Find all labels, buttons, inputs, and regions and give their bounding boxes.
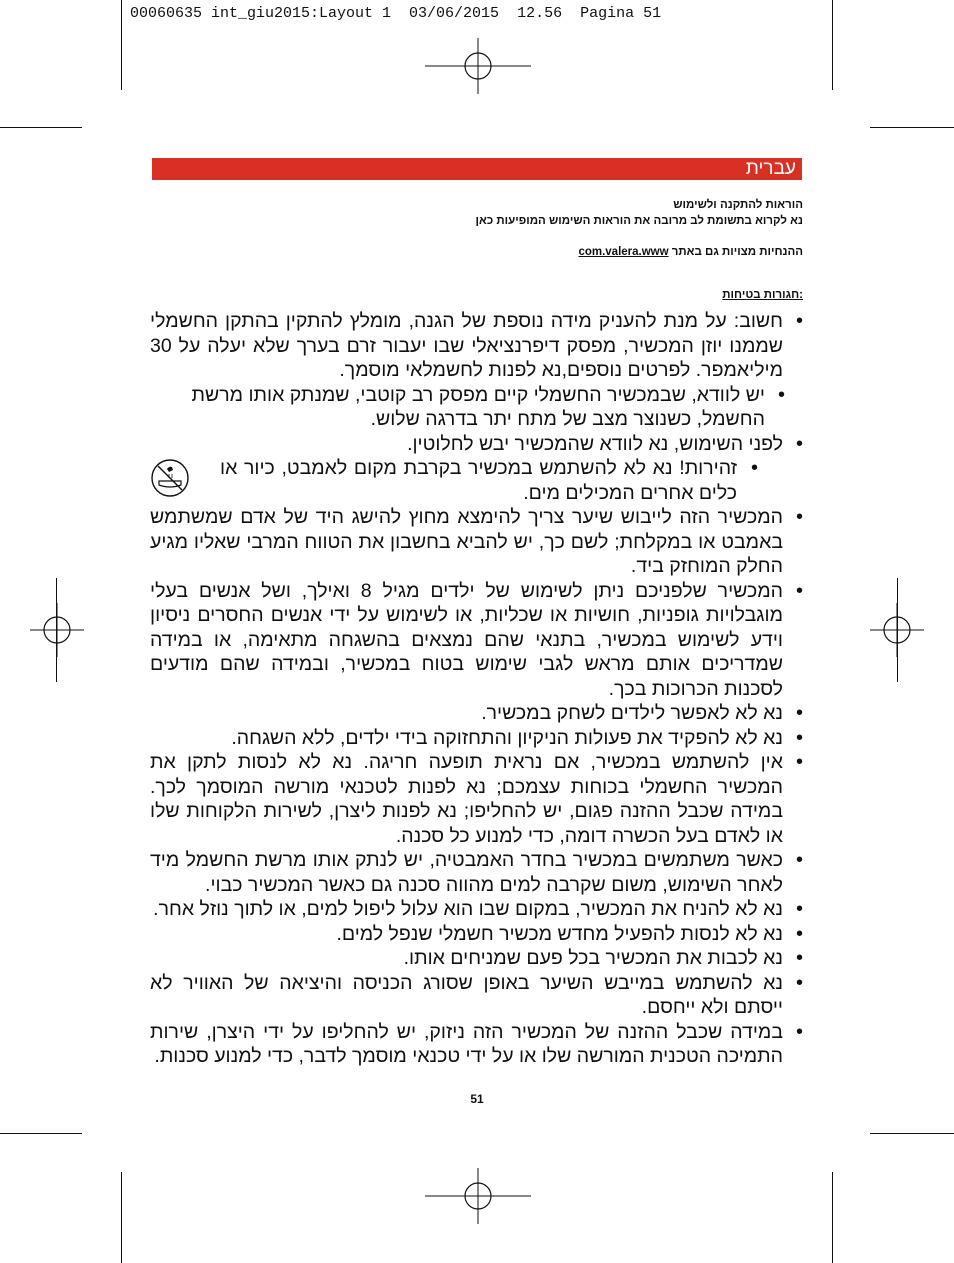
instructions-title: הוראות להתקנה ולשימוש — [673, 199, 803, 211]
list-item: • יש לוודא, שבמכשיר החשמלי קיים מפסק רב קוטבי, שמנתק אותו מרשת החשמל, כשנוצר מצב של מתח יתר בדרגה שלוש. — [150, 383, 803, 432]
crop-mark-bottom-right-h — [870, 1133, 954, 1134]
safety-rules-list — [150, 309, 803, 1069]
crop-mark-bottom-left-h — [0, 1133, 82, 1134]
language-label: עברית — [745, 158, 796, 179]
registration-mark-right-icon — [870, 603, 924, 657]
language-header-bar — [152, 158, 802, 180]
list-item: • לפני השימוש, נא לוודא שהמכשיר יבש לחלוטין. — [150, 432, 803, 457]
page-number: 51 — [470, 1092, 484, 1106]
list-item — [150, 456, 803, 505]
crop-mark-top-right-v — [832, 0, 833, 90]
no-water-warning-icon — [150, 458, 190, 498]
list-item: • אין להשתמש במכשיר, אם נראית תופעה חריגה. נא לא לנסות לתקן את המכשיר החשמלי בכוחות עצמכם; נא לפנות לטכנאי מורשה המוסמך לכך. במידה שכבל ההזנה פגום, יש להחליפו; נא לפנות ליצרן, לשירות הלקוחות שלו או לאדם בעל הכשרה דומה, כדי למנוע כל סכנה. — [150, 750, 803, 848]
list-item: • נא לכבות את המכשיר בכל פעם שמניחים אותו. — [150, 946, 803, 971]
registration-mark-left-icon — [30, 603, 84, 657]
list-item: • נא לא להפקיד את פעולות הניקיון והתחזוקה בידי ילדים, ללא השגחה. — [150, 726, 803, 751]
list-item: • המכשיר הזה לייבוש שיער צריך להימצא מחוץ להישג היד של אדם שמשתמש באמבט או במקלחת; לשם כך, יש להביא בחשבון את הטווח המרבי שאליו מגיע החלק המוחזק ביד. — [150, 505, 803, 579]
list-item: • נא לא לאפשר לילדים לשחק במכשיר. — [150, 701, 803, 726]
list-item: • חשוב: על מנת להעניק מידה נוספת של הגנה, מומלץ להתקין בהתקן החשמלי שממנו יוזן המכשיר, מפסק דיפרנציאלי שבו יעבור זרם בערך שלא יעלה על 30 מיליאמפר. לפרטים נוספים,נא לפנות לחשמלאי מוסמך. — [150, 309, 803, 383]
list-item-text: זהירות! נא לא להשתמש במכשיר בקרבת מקום לאמבט, כיור או כלים אחרים המכילים מים. — [220, 457, 737, 504]
registration-mark-bottom-icon — [425, 1168, 531, 1224]
registration-mark-top-icon — [425, 38, 531, 94]
list-item: • כאשר משתמשים במכשיר בחדר האמבטיה, יש לנתק אותו מרשת החשמל מיד לאחר השימוש, משום שקרבה למים מהווה סכנה גם כאשר המכשיר כבוי. — [150, 848, 803, 897]
website-text: ההנחיות מצויות גם באתר — [671, 246, 803, 258]
crop-mark-top-right-h — [870, 127, 954, 128]
safety-section-title: :חגורות בטיחות — [722, 289, 803, 301]
crop-mark-top-left-h — [0, 127, 82, 128]
print-slug: 00060635 int_giu2015:Layout 1 03/06/2015 12.56 Pagina 51 — [130, 5, 662, 22]
list-item: • במידה שכבל ההזנה של המכשיר הזה ניזוק, יש להחליפו על ידי היצרן, שירות התמיכה הטכנית המורשה שלו או על ידי טכנאי מוסמך לדבר, כדי למנוע סכנות. — [150, 1020, 803, 1069]
list-item: • נא להשתמש במייבש השיער באופן שסורג הכניסה והיציאה של האוויר לא ייסתם ולא ייחסם. — [150, 971, 803, 1020]
list-item: • נא לא לנסות להפעיל מחדש מכשיר חשמלי שנפל למים. — [150, 922, 803, 947]
website-link[interactable]: com.valera.www — [578, 246, 669, 258]
crop-mark-top-left-v — [121, 0, 122, 90]
list-item: • המכשיר שלפניכם ניתן לשימוש של ילדים מגיל 8 ואילך, ושל אנשים בעלי מוגבלויות גופניות, חושיות או שכליות, או לשימוש על ידי אנשים החסרים ניסיון וידע לשימוש במכשיר, בתנאי שהם נמצאים בהשגחה מתאימה, או במידה שמדריכים אותם מראש לגבי שימוש בטוח במכשיר, ובמידה שהם מודעים לסכנות הכרוכות בכך. — [150, 579, 803, 702]
website-line — [150, 244, 803, 260]
instructions-subtitle: נא לקרוא בתשומת לב מרובה את הוראות השימוש המופיעות כאן — [475, 215, 803, 227]
crop-mark-bottom-left-v — [121, 1172, 122, 1263]
list-item: • נא לא להניח את המכשיר, במקום שבו הוא עלול ליפול למים, או לתוך נוזל אחר. — [150, 897, 803, 922]
crop-mark-bottom-right-v — [832, 1172, 833, 1263]
page-content — [150, 197, 803, 1069]
